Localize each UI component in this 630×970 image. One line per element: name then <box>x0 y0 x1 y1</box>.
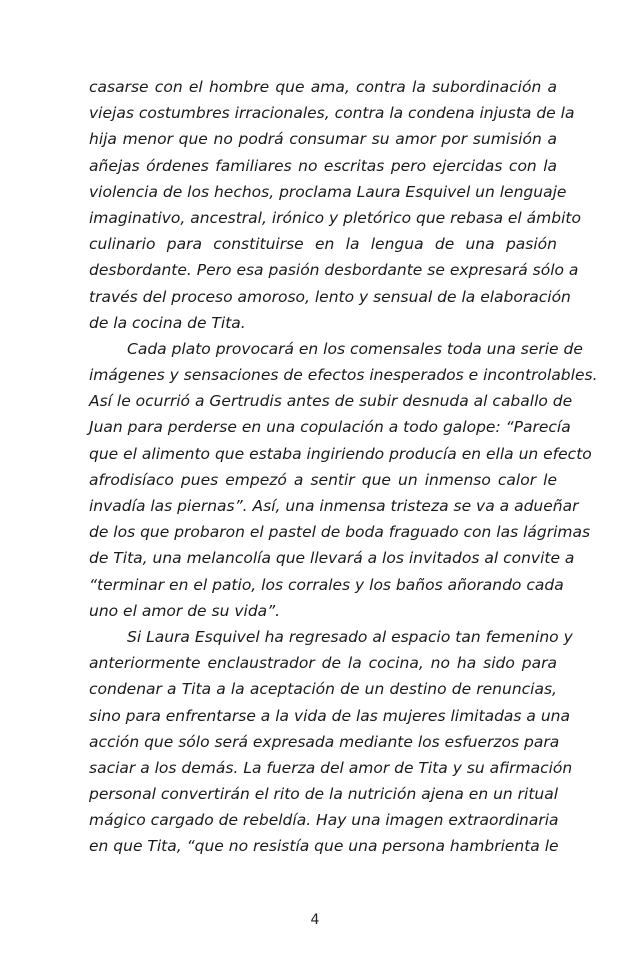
text-line: viejas costumbres irracionales, contra la condena injusta de la <box>89 104 575 123</box>
text-line: culinario para constituirse en la lengua de una pasión <box>89 235 557 254</box>
body-text <box>89 74 598 860</box>
text-line: través del proceso amoroso, lento y sensual de la elaboración <box>89 287 571 306</box>
text-line: Juan para perderse en una copulación a todo galope: “Parecía <box>89 418 571 437</box>
text-line: saciar a los demás. La fuerza del amor de Tita y su afirmación <box>89 758 573 777</box>
text-line: acción que sólo será expresada mediante los esfuerzos para <box>89 732 560 751</box>
text-line: hija menor que no podrá consumar su amor por sumisión a <box>89 130 557 149</box>
text-line: afrodisíaco pues empezó a sentir que un inmenso calor le <box>89 470 557 489</box>
text-line: imágenes y sensaciones de efectos inesperados e incontrolables. <box>89 366 598 385</box>
text-line: Si Laura Esquivel ha regresado al espacio tan femenino y <box>127 627 573 646</box>
text-line: en que Tita, “que no resistía que una persona hambrienta le <box>89 837 559 856</box>
text-line: invadía las piernas”. Así, una inmensa tristeza se va a adueñar <box>89 497 579 515</box>
text-line: de los que probaron el pastel de boda fraguado con las lágrimas <box>89 523 591 542</box>
text-line: Cada plato provocará en los comensales toda una serie de <box>127 339 583 358</box>
text-line: que el alimento que estaba ingiriendo producía en ella un efecto <box>89 444 592 463</box>
page-number: 4 <box>310 912 320 928</box>
paragraph-3 <box>89 624 573 860</box>
text-line: sino para enfrentarse a la vida de las mujeres limitadas a una <box>89 706 570 725</box>
paragraph-1 <box>89 74 581 336</box>
text-line: Así le ocurrió a Gertrudis antes de subir desnuda al caballo de <box>89 392 573 411</box>
text-line: condenar a Tita a la aceptación de un destino de renuncias, <box>89 680 557 699</box>
text-line: imaginativo, ancestral, irónico y pletórico que rebasa el ámbito <box>89 208 581 227</box>
text-line: desbordante. Pero esa pasión desbordante se expresará sólo a <box>89 261 579 280</box>
text-line: anteriormente enclaustrador de la cocina, no ha sido para <box>89 654 557 673</box>
text-line: violencia de los hechos, proclama Laura Esquivel un lenguaje <box>89 182 567 201</box>
text-line: personal convertirán el rito de la nutrición ajena en un ritual <box>89 785 559 804</box>
paragraph-2 <box>89 336 598 624</box>
text-line: uno el amor de su vida”. <box>89 601 281 620</box>
text-line: añejas órdenes familiares no escritas pero ejercidas con la <box>89 156 557 175</box>
text-line: “terminar en el patio, los corrales y los baños añorando cada <box>89 575 564 594</box>
text-line: mágico cargado de rebeldía. Hay una imagen extraordinaria <box>89 811 559 830</box>
text-line: casarse con el hombre que ama, contra la subordinación a <box>89 78 557 96</box>
text-line: de la cocina de Tita. <box>89 313 246 332</box>
text-line: de Tita, una melancolía que llevará a los invitados al convite a <box>89 549 575 568</box>
